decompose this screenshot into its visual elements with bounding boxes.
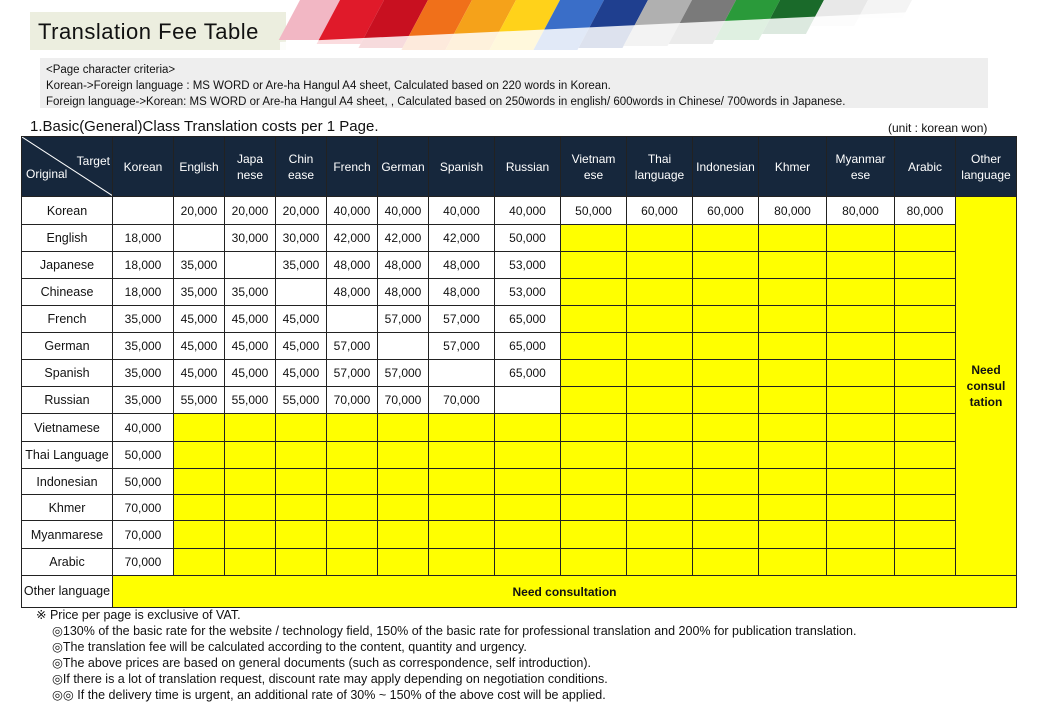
column-header: English [174,137,225,197]
fee-cell: 45,000 [276,306,327,333]
fee-cell: 53,000 [495,252,561,279]
fee-cell: 20,000 [174,197,225,225]
fee-cell [627,442,693,469]
fee-cell [895,360,956,387]
note-line: ◎The above prices are based on general documents (such as correspondence, self introduction). [52,656,591,670]
fee-cell [174,549,225,576]
fee-cell [276,279,327,306]
fee-cell: 57,000 [327,333,378,360]
fee-cell [827,387,895,414]
fee-cell [561,495,627,521]
note-line: ※ Price per page is exclusive of VAT. [36,608,241,622]
fee-cell [627,279,693,306]
fee-cell [378,333,429,360]
fee-cell [429,360,495,387]
fee-cell [827,225,895,252]
fee-cell: 18,000 [113,225,174,252]
fee-cell [561,387,627,414]
fee-cell: 35,000 [113,387,174,414]
fee-cell [895,442,956,469]
fee-cell: 40,000 [429,197,495,225]
fee-cell: 48,000 [378,279,429,306]
corner-target-label: Target [76,154,110,168]
table-row [22,387,1017,414]
fee-cell: 18,000 [113,279,174,306]
fee-cell [327,442,378,469]
fee-cell [759,442,827,469]
fee-cell [627,414,693,442]
fee-cell [827,469,895,495]
fee-cell: 35,000 [113,306,174,333]
fee-cell: 45,000 [174,333,225,360]
fee-cell [627,252,693,279]
fee-cell [225,442,276,469]
fee-cell: 35,000 [113,333,174,360]
fee-cell: 57,000 [378,306,429,333]
page-title: Translation Fee Table [30,12,286,50]
fee-cell: 48,000 [378,252,429,279]
column-header: French [327,137,378,197]
fee-cell: 42,000 [378,225,429,252]
fee-cell [759,279,827,306]
fee-cell [693,387,759,414]
table-row [22,360,1017,387]
row-header: German [22,333,113,360]
fee-cell: 80,000 [827,197,895,225]
fee-cell [174,521,225,549]
fee-cell: 45,000 [174,360,225,387]
fee-cell [378,521,429,549]
fee-cell [378,549,429,576]
column-header: Korean [113,137,174,197]
column-header: Other language [956,137,1017,197]
fee-cell: 70,000 [113,521,174,549]
fee-cell: 57,000 [378,360,429,387]
fee-cell [627,521,693,549]
fee-cell: 40,000 [113,414,174,442]
fee-cell [759,333,827,360]
fee-cell [276,495,327,521]
fee-cell [276,549,327,576]
fee-cell [561,252,627,279]
fee-cell [759,387,827,414]
fee-cell [327,306,378,333]
fee-cell: 45,000 [225,360,276,387]
fee-cell [225,252,276,279]
fee-cell: 20,000 [225,197,276,225]
row-header: Myanmarese [22,521,113,549]
fee-cell [693,225,759,252]
fee-cell [759,549,827,576]
fee-cell [895,469,956,495]
fee-cell [895,414,956,442]
fee-cell [693,414,759,442]
fee-cell [561,279,627,306]
fee-cell [827,414,895,442]
fee-cell [225,469,276,495]
column-header: Vietnam ese [561,137,627,197]
fee-cell [225,521,276,549]
unit-note: (unit : korean won) [888,121,988,135]
fee-cell [693,469,759,495]
fee-cell: 40,000 [378,197,429,225]
fee-cell: 70,000 [429,387,495,414]
fee-cell: 57,000 [429,306,495,333]
row-header: Chinease [22,279,113,306]
fee-cell [627,495,693,521]
column-header: German [378,137,429,197]
fee-cell: 40,000 [327,197,378,225]
row-header: Japanese [22,252,113,279]
fee-cell [225,549,276,576]
need-consultation-cell: Need consul tation [956,197,1017,576]
fee-cell: 55,000 [225,387,276,414]
fee-cell [174,414,225,442]
fee-cell: 35,000 [225,279,276,306]
fee-cell [827,333,895,360]
colored-pencils-banner [240,0,1040,58]
row-header: French [22,306,113,333]
fee-cell [895,549,956,576]
table-row [22,521,1017,549]
fee-cell [627,387,693,414]
table-row [22,197,1017,225]
fee-cell: 35,000 [174,279,225,306]
corner-header [22,137,113,197]
fee-cell: 55,000 [276,387,327,414]
fee-cell [827,521,895,549]
fee-cell [693,442,759,469]
fee-cell: 40,000 [495,197,561,225]
table-row [22,469,1017,495]
criteria-line: Korean->Foreign language : MS WORD or Are-ha Hangul A4 sheet, Calculated based on 220 words in Korean. [46,80,611,92]
column-header: Arabic [895,137,956,197]
fee-cell [827,360,895,387]
fee-cell: 70,000 [378,387,429,414]
fee-cell [759,252,827,279]
fee-cell [174,442,225,469]
fee-cell [561,360,627,387]
fee-cell [174,225,225,252]
column-header: Thai language [627,137,693,197]
fee-cell: 50,000 [113,469,174,495]
fee-cell [693,333,759,360]
column-header: Spanish [429,137,495,197]
corner-original-label: Original [26,167,68,181]
fee-cell [174,495,225,521]
fee-cell [429,414,495,442]
row-header: Arabic [22,549,113,576]
column-header: Russian [495,137,561,197]
table-row [22,576,1017,608]
fee-cell [327,469,378,495]
page-criteria-box [40,58,988,108]
column-header: Myanmar ese [827,137,895,197]
fee-cell: 65,000 [495,333,561,360]
fee-cell: 45,000 [225,333,276,360]
fee-cell [693,279,759,306]
fee-cell: 70,000 [113,549,174,576]
column-header: Khmer [759,137,827,197]
fee-cell [495,521,561,549]
fee-cell: 35,000 [174,252,225,279]
fee-cell [759,360,827,387]
fee-cell [327,521,378,549]
fee-cell [895,495,956,521]
fee-cell: 30,000 [225,225,276,252]
fee-cell: 45,000 [276,333,327,360]
fee-cell: 55,000 [174,387,225,414]
fee-cell: 18,000 [113,252,174,279]
fee-cell: 48,000 [327,279,378,306]
fee-cell: 42,000 [429,225,495,252]
fee-cell [895,252,956,279]
fee-cell [627,469,693,495]
fee-cell [693,252,759,279]
fee-cell [561,306,627,333]
fee-cell [495,414,561,442]
table-row [22,225,1017,252]
fee-cell [495,442,561,469]
row-header: English [22,225,113,252]
fee-cell: 57,000 [327,360,378,387]
note-line: ◎◎ If the delivery time is urgent, an additional rate of 30% ~ 150% of the above cost will be applied. [52,688,606,702]
fee-cell [225,495,276,521]
fee-cell [627,360,693,387]
fee-cell: 20,000 [276,197,327,225]
fee-cell [627,549,693,576]
fee-cell [561,521,627,549]
fee-cell [225,414,276,442]
row-header: Russian [22,387,113,414]
fee-cell [895,387,956,414]
fee-cell [759,306,827,333]
fee-cell [113,197,174,225]
fee-cell [378,442,429,469]
fee-table [21,136,1017,608]
fee-cell: 80,000 [759,197,827,225]
fee-cell [827,306,895,333]
fee-cell [429,549,495,576]
table-row [22,333,1017,360]
fee-cell: 45,000 [174,306,225,333]
note-line: ◎The translation fee will be calculated according to the content, quantity and urgency. [52,640,527,654]
criteria-line: Foreign language->Korean: MS WORD or Are-ha Hangul A4 sheet, , Calculated based on 250words in english/ 600words in Chinese/ 700words in Japanese. [46,96,846,108]
fee-cell [895,333,956,360]
fee-cell [429,442,495,469]
note-line: ◎If there is a lot of translation request, discount rate may apply depending on negotiation conditions. [52,672,608,686]
fee-cell [429,521,495,549]
note-line: ◎130% of the basic rate for the website / technology field, 150% of the basic rate for professional translation and 200% for publication translation. [52,624,857,638]
row-header: Spanish [22,360,113,387]
need-consultation-row-cell: Need consultation [113,576,1017,608]
fee-cell: 35,000 [276,252,327,279]
fee-cell [627,333,693,360]
fee-cell [827,252,895,279]
fee-cell [693,495,759,521]
column-header: Indonesian [693,137,759,197]
criteria-heading: <Page character criteria> [46,64,176,76]
fee-cell [895,279,956,306]
fee-cell [429,469,495,495]
fee-cell [276,442,327,469]
fee-cell [827,279,895,306]
column-header: Chin ease [276,137,327,197]
fee-cell [276,521,327,549]
fee-cell [895,306,956,333]
table-row [22,442,1017,469]
table-row [22,252,1017,279]
fee-cell: 42,000 [327,225,378,252]
fee-cell: 50,000 [561,197,627,225]
fee-cell [759,469,827,495]
fee-cell [627,225,693,252]
fee-cell [378,414,429,442]
fee-cell: 50,000 [495,225,561,252]
fee-cell [561,225,627,252]
row-header: Indonesian [22,469,113,495]
fee-cell: 70,000 [327,387,378,414]
fee-cell [174,469,225,495]
table-row [22,306,1017,333]
table-row [22,279,1017,306]
fee-cell [276,414,327,442]
fee-cell: 70,000 [113,495,174,521]
fee-cell [827,495,895,521]
fee-cell [827,442,895,469]
section-title: 1.Basic(General)Class Translation costs per 1 Page. [30,118,379,135]
notes [36,607,856,703]
table-row [22,549,1017,576]
fee-cell [693,521,759,549]
fee-cell [627,306,693,333]
fee-cell [378,469,429,495]
fee-cell [327,414,378,442]
fee-cell: 57,000 [429,333,495,360]
fee-cell [561,469,627,495]
fee-cell [759,414,827,442]
fee-cell: 48,000 [327,252,378,279]
fee-cell [759,225,827,252]
fee-cell: 48,000 [429,279,495,306]
fee-cell: 65,000 [495,306,561,333]
column-header: Japa nese [225,137,276,197]
fee-cell [327,549,378,576]
fee-cell: 35,000 [113,360,174,387]
fee-cell [495,549,561,576]
fee-cell [561,549,627,576]
fee-cell [759,495,827,521]
fee-cell: 80,000 [895,197,956,225]
fee-cell: 48,000 [429,252,495,279]
fee-cell [276,469,327,495]
fee-cell [561,333,627,360]
row-header: Korean [22,197,113,225]
fee-cell: 65,000 [495,360,561,387]
fee-cell: 45,000 [276,360,327,387]
fee-cell [895,521,956,549]
row-header: Thai Language [22,442,113,469]
fee-cell [561,414,627,442]
fee-cell [327,495,378,521]
table-row [22,495,1017,521]
fee-cell: 30,000 [276,225,327,252]
fee-cell: 53,000 [495,279,561,306]
fee-cell [378,495,429,521]
fee-cell [693,360,759,387]
fee-cell [429,495,495,521]
fee-cell: 60,000 [627,197,693,225]
fee-cell [495,387,561,414]
row-header: Khmer [22,495,113,521]
fee-cell: 45,000 [225,306,276,333]
fee-cell [693,306,759,333]
fee-cell: 50,000 [113,442,174,469]
fee-cell [895,225,956,252]
row-header: Vietnamese [22,414,113,442]
row-header: Other language [22,576,113,608]
fee-cell [495,469,561,495]
fee-cell [495,495,561,521]
fee-cell [827,549,895,576]
table-row [22,414,1017,442]
fee-cell: 60,000 [693,197,759,225]
fee-cell [561,442,627,469]
fee-cell [693,549,759,576]
fee-cell [759,521,827,549]
